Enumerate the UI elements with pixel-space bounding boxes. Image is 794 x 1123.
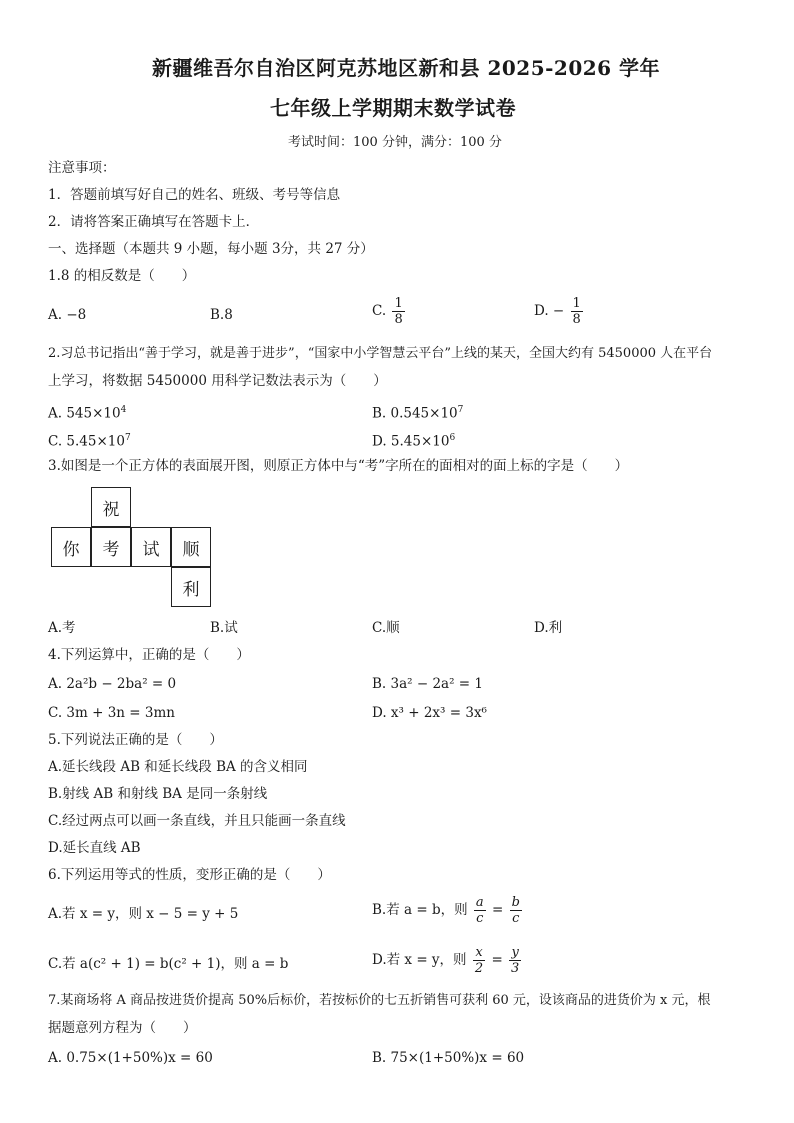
- exam-title-line1: 新疆维吾尔自治区阿克苏地区新和县 2025-2026 学年: [152, 56, 661, 80]
- question-6-option-d: [372, 945, 523, 976]
- fraction-numerator: y: [509, 945, 521, 961]
- fraction-b-over-c: [510, 895, 522, 926]
- option-c-base: C. 5.45×10: [48, 433, 125, 450]
- question-1-option-a: A. −8: [48, 307, 87, 323]
- equals-sign: =: [491, 902, 504, 918]
- question-7-option-b: B. 75×(1+50%)x = 60: [372, 1050, 525, 1066]
- question-3-option-d: D.利: [534, 620, 563, 636]
- option-d-base: D. 5.45×10: [372, 433, 450, 450]
- fraction-numerator: 1: [572, 296, 581, 311]
- fraction-numerator: 1: [394, 296, 403, 311]
- question-6-option-a: A.若 x = y，则 x − 5 = y + 5: [48, 906, 239, 922]
- fraction-y-over-3: [509, 945, 521, 976]
- notice-heading: 注意事项：: [48, 160, 116, 176]
- fraction-denominator: 3: [511, 961, 520, 976]
- option-b-base: B. 0.545×10: [372, 405, 458, 422]
- question-5-stem: 5.下列说法正确的是（ ）: [48, 732, 223, 748]
- question-2-stem-line1: 2.习总书记指出“善于学习，就是善于进步”，“国家中小学智慧云平台”上线的某天，全国大约有 5450000 人在平台: [48, 346, 713, 361]
- fraction-numerator: x: [473, 945, 485, 961]
- question-3-option-c: C.顺: [372, 620, 400, 636]
- fraction-denominator: 2: [474, 961, 484, 976]
- question-2-option-d: [372, 428, 455, 452]
- net-cell-bottom: 利: [171, 567, 211, 607]
- question-5-option-a: A.延长线段 AB 和延长线段 BA 的含义相同: [48, 759, 308, 775]
- fraction-denominator: c: [512, 911, 520, 926]
- question-4-option-a: A. 2a²b − 2ba² = 0: [48, 676, 177, 692]
- fraction-x-over-2: [473, 945, 485, 976]
- fraction-numerator: a: [475, 895, 484, 910]
- fraction-1-8: [392, 296, 404, 327]
- question-1-stem: 1.8 的相反数是（ ）: [48, 268, 196, 284]
- question-1-option-d: [534, 296, 585, 327]
- equals-sign: =: [491, 952, 503, 968]
- fraction-denominator: c: [476, 911, 484, 926]
- question-6-option-b: [372, 895, 524, 926]
- question-2-option-c: [48, 428, 131, 452]
- option-b-exponent: 7: [457, 405, 464, 415]
- question-5-option-b: B.射线 AB 和射线 BA 是同一条射线: [48, 786, 268, 802]
- question-2-option-a: [48, 400, 126, 424]
- option-d-exponent: 6: [449, 433, 456, 443]
- option-d-prefix: D.若 x = y，则: [372, 952, 467, 968]
- option-c-prefix: C.: [372, 303, 387, 319]
- option-c-exponent: 7: [124, 433, 131, 443]
- section-heading: 一、选择题（本题共 9 小题，每小题 3分，共 27 分）: [48, 241, 374, 257]
- exam-info: 考试时间：100 分钟，满分：100 分: [288, 135, 502, 150]
- question-4-option-b: B. 3a² − 2a² = 1: [372, 676, 483, 692]
- notice-item-2: 2．请将答案正确填写在答题卡上．: [48, 214, 260, 230]
- question-2-option-b: [372, 400, 463, 424]
- option-a-exponent: 4: [120, 405, 127, 415]
- fraction-1-8-negative: [571, 296, 583, 327]
- option-b-prefix: B.若 a = b，则: [372, 902, 468, 918]
- question-3-option-a: A.考: [48, 620, 76, 636]
- net-cell-row-2: 考: [91, 527, 131, 567]
- exam-title-line2: 七年级上学期期末数学试卷: [270, 96, 516, 120]
- question-7-stem-line2: 据题意列方程为（ ）: [48, 1020, 197, 1036]
- net-cell-row-3: 试: [131, 527, 171, 567]
- fraction-numerator: b: [511, 895, 520, 910]
- fraction-denominator: 8: [394, 312, 403, 327]
- question-3-option-b: B.试: [210, 620, 238, 636]
- net-cell-row-4: 顺: [171, 527, 211, 567]
- question-4-stem: 4.下列运算中，正确的是（ ）: [48, 647, 250, 663]
- notice-item-1: 1．答题前填写好自己的姓名、班级、考号等信息: [48, 187, 341, 203]
- option-d-prefix: D. −: [534, 303, 565, 319]
- question-4-option-c: C. 3m + 3n = 3mn: [48, 705, 175, 721]
- question-6-option-c: C.若 a(c² + 1) = b(c² + 1)，则 a = b: [48, 956, 289, 972]
- net-cell-row-1: 你: [51, 527, 91, 567]
- question-1-option-b: B.8: [210, 307, 233, 323]
- fraction-a-over-c: [474, 895, 486, 926]
- question-1-option-c: [372, 296, 407, 327]
- question-7-stem-line1: 7.某商场将 A 商品按进货价提高 50%后标价，若按标价的七五折销售可获利 60 元，设该商品的进货价为 x 元，根: [48, 993, 711, 1008]
- question-4-option-d: D. x³ + 2x³ = 3x⁶: [372, 705, 487, 721]
- option-a-base: A. 545×10: [48, 405, 121, 422]
- net-cell-top: 祝: [91, 487, 131, 527]
- question-7-option-a: A. 0.75×(1+50%)x = 60: [48, 1050, 213, 1066]
- question-6-stem: 6.下列运用等式的性质，变形正确的是（ ）: [48, 867, 331, 883]
- question-5-option-d: D.延长直线 AB: [48, 840, 141, 856]
- fraction-denominator: 8: [572, 312, 581, 327]
- question-5-option-c: C.经过两点可以画一条直线，并且只能画一条直线: [48, 813, 346, 829]
- question-2-stem-line2: 上学习，将数据 5450000 用科学记数法表示为（ ）: [48, 373, 387, 389]
- question-3-stem: 3.如图是一个正方体的表面展开图，则原正方体中与“考”字所在的面相对的面上标的字是（ ）: [48, 458, 629, 474]
